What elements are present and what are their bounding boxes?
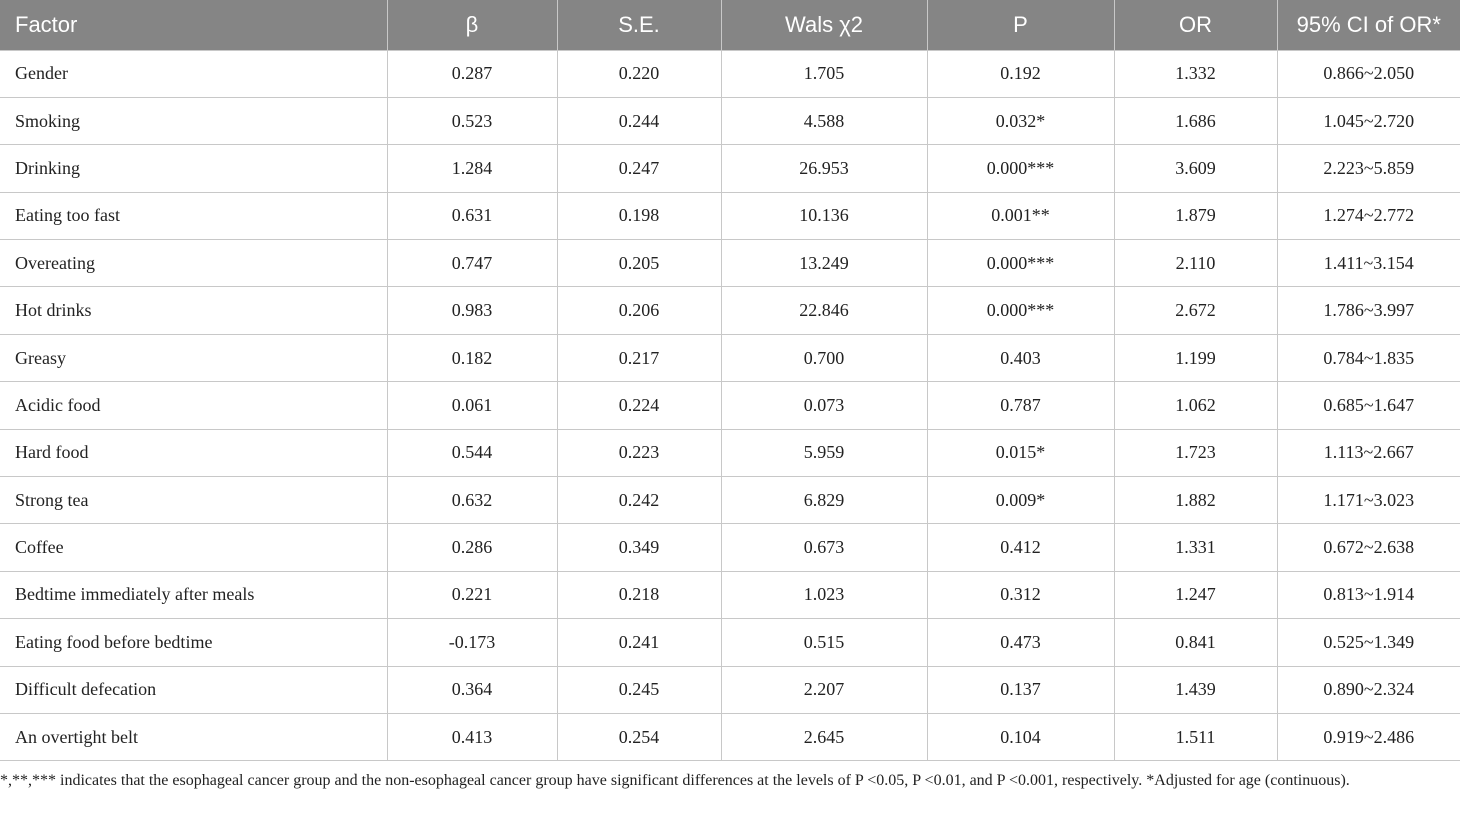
cell-beta: 0.413: [387, 713, 557, 760]
cell-se: 0.206: [557, 287, 721, 334]
cell-or: 1.686: [1114, 97, 1277, 144]
table-row: [0, 666, 1460, 713]
cell-ci-of-or: 1.411~3.154: [1277, 240, 1460, 287]
cell-factor: Bedtime immediately after meals: [0, 571, 387, 618]
cell-or: 0.841: [1114, 619, 1277, 666]
cell-wals-chi2: 0.673: [721, 524, 927, 571]
cell-factor: Eating too fast: [0, 192, 387, 239]
cell-se: 0.218: [557, 571, 721, 618]
cell-or: 3.609: [1114, 145, 1277, 192]
table-row: [0, 571, 1460, 618]
table-row: [0, 382, 1460, 429]
table-body: [0, 50, 1460, 761]
cell-factor: Gender: [0, 50, 387, 97]
table-row: [0, 145, 1460, 192]
cell-factor: Strong tea: [0, 477, 387, 524]
cell-factor: An overtight belt: [0, 713, 387, 760]
cell-ci-of-or: 2.223~5.859: [1277, 145, 1460, 192]
cell-or: 2.110: [1114, 240, 1277, 287]
cell-se: 0.205: [557, 240, 721, 287]
cell-ci-of-or: 0.919~2.486: [1277, 713, 1460, 760]
cell-wals-chi2: 0.073: [721, 382, 927, 429]
cell-ci-of-or: 0.672~2.638: [1277, 524, 1460, 571]
cell-ci-of-or: 0.813~1.914: [1277, 571, 1460, 618]
table-row: [0, 50, 1460, 97]
cell-ci-of-or: 0.890~2.324: [1277, 666, 1460, 713]
cell-se: 0.254: [557, 713, 721, 760]
cell-beta: 0.364: [387, 666, 557, 713]
table-row: [0, 97, 1460, 144]
cell-wals-chi2: 1.705: [721, 50, 927, 97]
header-ci-of-or: 95% CI of OR*: [1277, 0, 1460, 50]
cell-wals-chi2: 2.645: [721, 713, 927, 760]
cell-beta: 0.523: [387, 97, 557, 144]
cell-p-value: 0.412: [927, 524, 1114, 571]
table-row: [0, 192, 1460, 239]
cell-factor: Difficult defecation: [0, 666, 387, 713]
cell-wals-chi2: 13.249: [721, 240, 927, 287]
cell-factor: Drinking: [0, 145, 387, 192]
header-p: P: [927, 0, 1114, 50]
cell-or: 1.723: [1114, 429, 1277, 476]
cell-wals-chi2: 10.136: [721, 192, 927, 239]
cell-p-value: 0.403: [927, 334, 1114, 381]
cell-factor: Smoking: [0, 97, 387, 144]
header-or: OR: [1114, 0, 1277, 50]
cell-se: 0.247: [557, 145, 721, 192]
cell-ci-of-or: 1.171~3.023: [1277, 477, 1460, 524]
cell-se: 0.245: [557, 666, 721, 713]
cell-se: 0.241: [557, 619, 721, 666]
cell-ci-of-or: 1.274~2.772: [1277, 192, 1460, 239]
cell-wals-chi2: 5.959: [721, 429, 927, 476]
table-header: [0, 0, 1460, 50]
cell-or: 1.247: [1114, 571, 1277, 618]
cell-wals-chi2: 6.829: [721, 477, 927, 524]
cell-ci-of-or: 0.784~1.835: [1277, 334, 1460, 381]
cell-p-value: 0.137: [927, 666, 1114, 713]
cell-ci-of-or: 1.113~2.667: [1277, 429, 1460, 476]
cell-or: 1.062: [1114, 382, 1277, 429]
cell-p-value: 0.192: [927, 50, 1114, 97]
cell-or: 2.672: [1114, 287, 1277, 334]
table-row: [0, 287, 1460, 334]
cell-se: 0.220: [557, 50, 721, 97]
cell-wals-chi2: 1.023: [721, 571, 927, 618]
cell-beta: 0.221: [387, 571, 557, 618]
table-row: [0, 713, 1460, 760]
cell-ci-of-or: 1.786~3.997: [1277, 287, 1460, 334]
table-footnote: *,**,*** indicates that the esophageal cancer group and the non-esophageal cancer group have significant differences at the levels of P <0.05, P <0.01, and P <0.001, respectively. *Adjusted for age (continuous).: [0, 772, 1350, 789]
cell-beta: -0.173: [387, 619, 557, 666]
cell-wals-chi2: 22.846: [721, 287, 927, 334]
table-row: [0, 240, 1460, 287]
cell-wals-chi2: 4.588: [721, 97, 927, 144]
cell-factor: Hot drinks: [0, 287, 387, 334]
cell-se: 0.242: [557, 477, 721, 524]
cell-p-value: 0.312: [927, 571, 1114, 618]
cell-beta: 1.284: [387, 145, 557, 192]
cell-beta: 0.632: [387, 477, 557, 524]
cell-wals-chi2: 0.700: [721, 334, 927, 381]
cell-factor: Coffee: [0, 524, 387, 571]
cell-ci-of-or: 0.866~2.050: [1277, 50, 1460, 97]
cell-se: 0.223: [557, 429, 721, 476]
cell-p-value: 0.001**: [927, 192, 1114, 239]
cell-or: 1.439: [1114, 666, 1277, 713]
cell-wals-chi2: 2.207: [721, 666, 927, 713]
cell-se: 0.224: [557, 382, 721, 429]
table-row: [0, 334, 1460, 381]
cell-factor: Eating food before bedtime: [0, 619, 387, 666]
cell-factor: Greasy: [0, 334, 387, 381]
cell-beta: 0.182: [387, 334, 557, 381]
table-row: [0, 429, 1460, 476]
cell-or: 1.331: [1114, 524, 1277, 571]
cell-or: 1.511: [1114, 713, 1277, 760]
cell-se: 0.349: [557, 524, 721, 571]
cell-beta: 0.286: [387, 524, 557, 571]
cell-factor: Hard food: [0, 429, 387, 476]
header-row: [0, 0, 1460, 50]
cell-p-value: 0.009*: [927, 477, 1114, 524]
cell-or: 1.879: [1114, 192, 1277, 239]
cell-beta: 0.287: [387, 50, 557, 97]
cell-p-value: 0.000***: [927, 145, 1114, 192]
cell-beta: 0.061: [387, 382, 557, 429]
cell-or: 1.199: [1114, 334, 1277, 381]
cell-p-value: 0.000***: [927, 240, 1114, 287]
cell-or: 1.332: [1114, 50, 1277, 97]
table-row: [0, 524, 1460, 571]
cell-wals-chi2: 0.515: [721, 619, 927, 666]
cell-p-value: 0.473: [927, 619, 1114, 666]
cell-p-value: 0.000***: [927, 287, 1114, 334]
cell-ci-of-or: 0.685~1.647: [1277, 382, 1460, 429]
cell-factor: Overeating: [0, 240, 387, 287]
table-row: [0, 477, 1460, 524]
cell-beta: 0.544: [387, 429, 557, 476]
cell-se: 0.244: [557, 97, 721, 144]
header-wals-chi2: Wals χ2: [721, 0, 927, 50]
cell-p-value: 0.787: [927, 382, 1114, 429]
cell-beta: 0.631: [387, 192, 557, 239]
header-factor: Factor: [0, 0, 387, 50]
table-row: [0, 619, 1460, 666]
header-se: S.E.: [557, 0, 721, 50]
cell-beta: 0.983: [387, 287, 557, 334]
cell-p-value: 0.015*: [927, 429, 1114, 476]
cell-p-value: 0.032*: [927, 97, 1114, 144]
cell-ci-of-or: 0.525~1.349: [1277, 619, 1460, 666]
cell-or: 1.882: [1114, 477, 1277, 524]
cell-wals-chi2: 26.953: [721, 145, 927, 192]
cell-beta: 0.747: [387, 240, 557, 287]
cell-ci-of-or: 1.045~2.720: [1277, 97, 1460, 144]
cell-factor: Acidic food: [0, 382, 387, 429]
header-beta: β: [387, 0, 557, 50]
cell-se: 0.217: [557, 334, 721, 381]
cell-se: 0.198: [557, 192, 721, 239]
cell-p-value: 0.104: [927, 713, 1114, 760]
